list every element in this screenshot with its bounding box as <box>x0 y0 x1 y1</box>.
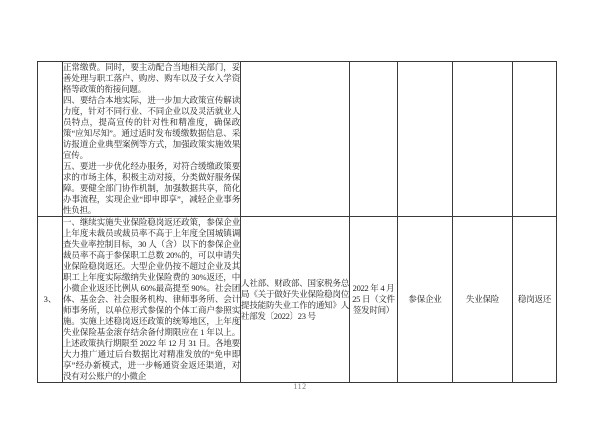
table-row-3 <box>38 217 557 383</box>
target-cell <box>398 217 453 383</box>
keyword-cell <box>513 217 557 383</box>
category-cell <box>453 217 513 383</box>
policy-paragraph: 四、要结合本地实际，进一步加大政策宣传解读力度，针对不同行业、不同企业以及灵活就业人员特点，提高宣传的针对性和精准度，确保政策“应知尽知”。通过适时发布缓缴数据信息、采访报道企业典型案例等方式，加强政策实施效果宣传。 <box>63 95 240 160</box>
issue-date: 2022 年 4 月 25 日（文件签发时间） <box>352 283 395 315</box>
keyword-cell <box>513 62 557 217</box>
issue-date-cell <box>350 62 398 217</box>
table-row-continuation <box>38 62 557 217</box>
target-label: 参保企业 <box>408 294 442 304</box>
policy-paragraph: 一、继续实施失业保险稳岗返还政策，参保企业上年度未裁员或裁员率不高于上年度全国城镇调查失业率控制目标，30 人（含）以下的参保企业裁员率不高于参保职工总数 20%的，可以申请失业保险稳岗返还。大型企业仍按不超过企业及其职工上年度实际缴纳失业保险费的 30%返还，中小微企业返还比例从 60%最高提至 90%。社会团体、基金会、社会服务机构、律师事务所、会计师事务所，以单位形式参保的个体工商户参照实施。实施上述稳岗返还政策的统筹地区，上年度失业保险基金滚存结余备付期限应在 1 年以上。上述政策执行期限至 2022 年 12 月 31 日。各地要大力推广通过后台数据比对精准发放的“免申即享”经办新模式，进一步畅通资金返还渠道，对没有对公账户的小微企 <box>63 217 240 381</box>
target-cell <box>398 62 453 217</box>
policy-paragraph: 正常缴费。同时，要主动配合当地相关部门，妥善处理与职工落户、购房、购车以及子女入学资格等政策的衔接问题。 <box>63 62 240 94</box>
issue-date-cell <box>350 217 398 383</box>
row-number: 3、 <box>43 294 57 304</box>
page-number: 112 <box>293 382 307 391</box>
policy-basis-cell <box>241 62 350 217</box>
policy-content-cell <box>63 217 241 383</box>
row-number-cell <box>38 62 63 217</box>
category-cell <box>453 62 513 217</box>
policy-table <box>37 61 557 383</box>
policy-basis-cell <box>241 217 350 383</box>
row-number-cell <box>38 217 63 383</box>
keyword-label: 稳岗返还 <box>517 294 552 304</box>
category-label: 失业保险 <box>465 294 500 304</box>
policy-paragraph: 五、要进一步优化经办服务，对符合缓缴政策要求的市场主体，积极主动对接，分类做好服务保障。要健全部门协作机制，加强数据共享，简化办事流程，实现企业“即申即享”，减轻企业事务性负担。 <box>63 161 240 215</box>
policy-content-cell <box>63 62 241 217</box>
policy-basis: 人社部、财政部、国家税务总局《关于做好失业保险稳岗位提技能防失业工作的通知》人社部发〔2022〕23 号 <box>241 277 349 321</box>
